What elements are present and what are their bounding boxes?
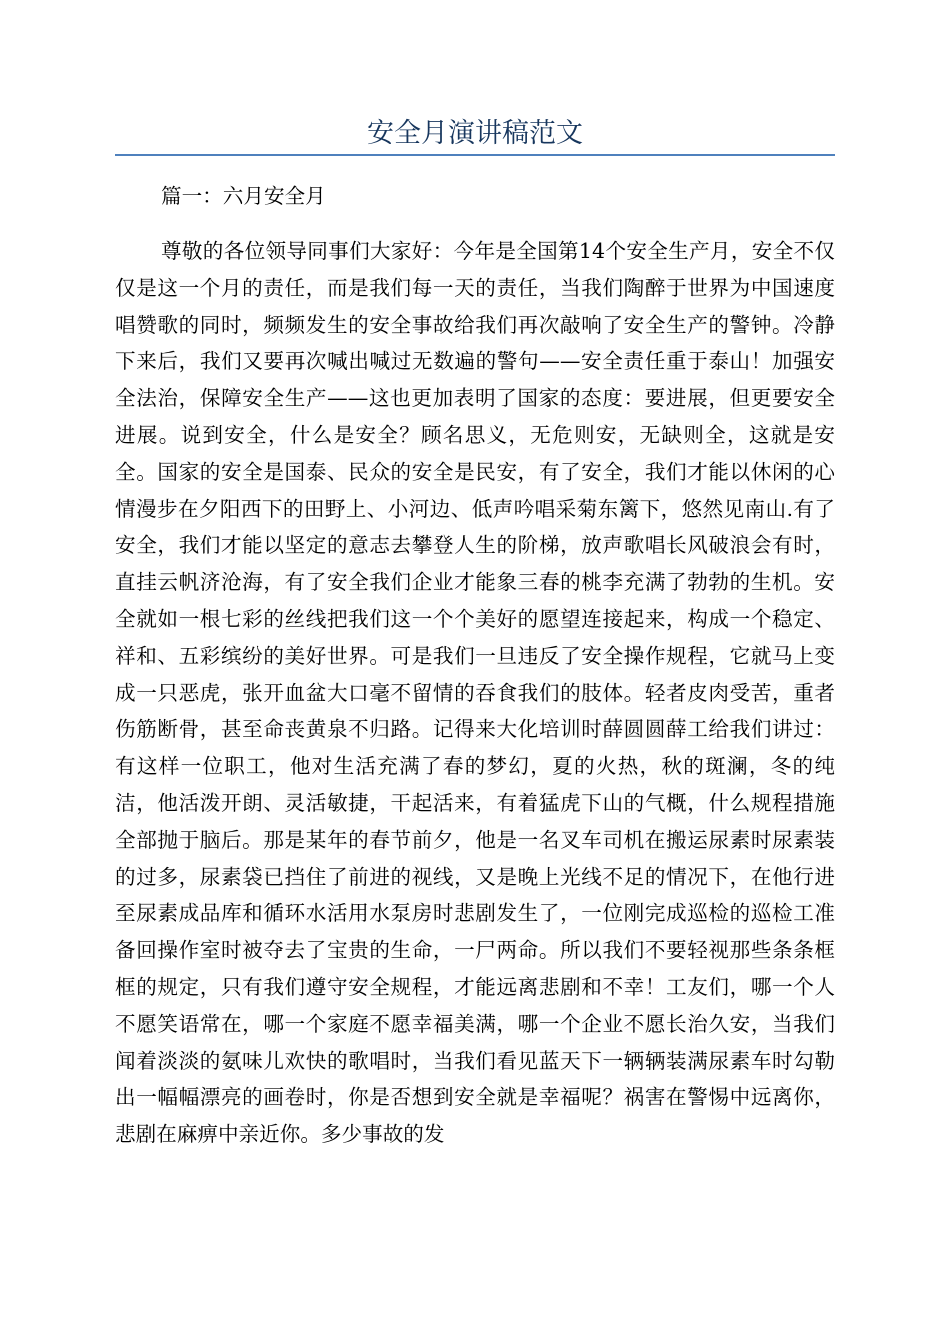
section-heading: 篇一：六月安全月 [161, 184, 326, 208]
document-title: 安全月演讲稿范文 [367, 118, 583, 149]
title-underline [115, 154, 835, 156]
body-paragraph: 尊敬的各位领导同事们大家好：今年是全国第14个安全生产月，安全不仅仅是这一个月的责任，而是我们每一天的责任，当我们陶醉于世界为中国速度唱赞歌的同时，频频发生的安全事故给我们再次敲响了安全生产的警钟。冷静下来后，我们又要再次喊出喊过无数遍的警句——安全责任重于泰山！加强安全法治，保障安全生产——这也更加表明了国家的态度：要进展，但更要安全进展。说到安全，什么是安全？顾名思义，无危则安，无缺则全，这就是安全。国家的安全是国泰、民众的安全是民安，有了安全，我们才能以休闲的心情漫步在夕阳西下的田野上、小河边、低声吟唱采菊东篱下，悠然见南山.有了安全，我们才能以坚定的意志去攀登人生的阶梯，放声歌唱长风破浪会有时，直挂云帆济沧海，有了安全我们企业才能象三春的桃李充满了勃勃的生机。安全就如一根七彩的丝线把我们这一个个美好的愿望连接起来，构成一个稳定、祥和、五彩缤纷的美好世界。可是我们一旦违反了安全操作规程，它就马上变成一只恶虎，张开血盆大口毫不留情的吞食我们的肢体。轻者皮肉受苦，重者伤筋断骨，甚至命丧黄泉不归路。记得来大化培训时薛圆圆薛工给我们讲过：有这样一位职工，他对生活充满了春的梦幻，夏的火热，秋的斑澜，冬的纯洁，他活泼开朗、灵活敏捷，干起活来，有着猛虎下山的气概，什么规程措施全部抛于脑后。那是某年的春节前夕，他是一名叉车司机在搬运尿素时尿素装的过多，尿素袋已挡住了前进的视线，又是晚上光线不足的情况下，在他行进至尿素成品库和循环水活用水泵房时悲剧发生了，一位刚完成巡检的巡检工准备回操作室时被夺去了宝贵的生命，一尸两命。所以我们不要轻视那些条条框框的规定，只有我们遵守安全规程，才能远离悲剧和不幸！工友们，哪一个人不愿笑语常在，哪一个家庭不愿幸福美满，哪一个企业不愿长治久安，当我们闻着淡淡的氨味儿欢快的歌唱时，当我们看见蓝天下一辆辆装满尿素车时勾勒出一幅幅漂亮的画卷时，你是否想到安全就是幸福呢？祸害在警惕中远离你，悲剧在麻痹中亲近你。多少事故的发 [115, 239, 835, 1147]
